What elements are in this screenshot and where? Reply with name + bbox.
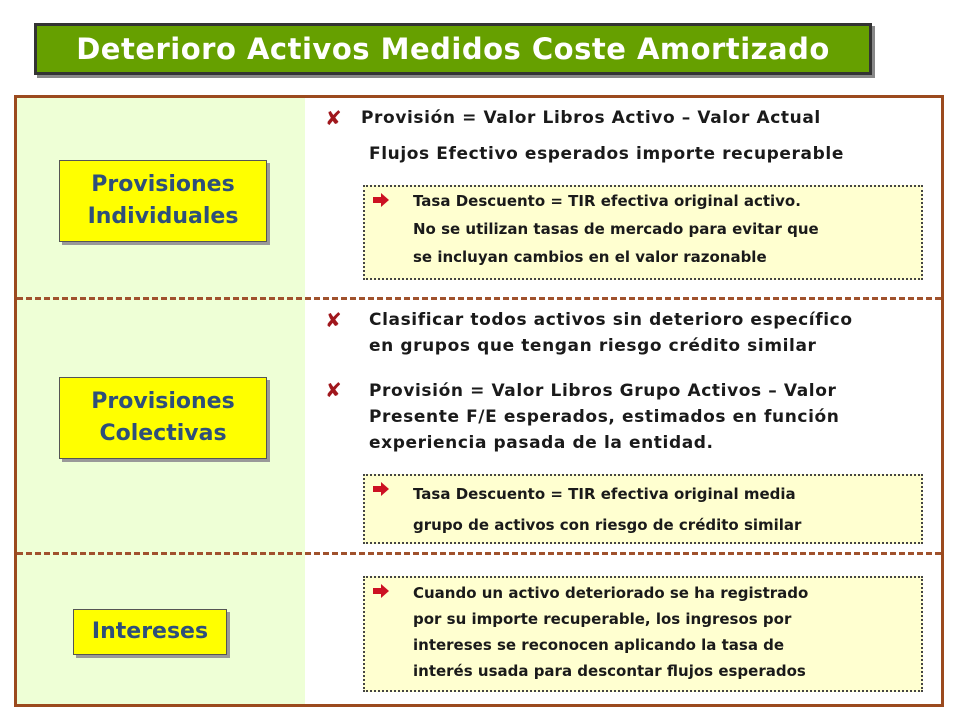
note-text bbox=[413, 580, 808, 684]
note-line: se incluyan cambios en el valor razonable bbox=[413, 248, 767, 266]
x-mark-icon: ✘ bbox=[325, 106, 342, 130]
label-line: Intereses bbox=[91, 619, 209, 644]
note-line: por su importe recuperable, los ingresos por bbox=[413, 610, 792, 628]
bullet-text bbox=[369, 378, 840, 456]
text-line: Presente F/E esperados, estimados en función bbox=[369, 407, 840, 427]
note-line: grupo de activos con riesgo de crédito similar bbox=[413, 516, 802, 534]
label-line: Provisiones bbox=[91, 389, 235, 414]
note-text bbox=[413, 187, 819, 271]
text-line: Flujos Efectivo esperados importe recuperable bbox=[369, 144, 844, 164]
note-line: Tasa Descuento = TIR efectiva original activo. bbox=[413, 192, 801, 210]
note-line: interés usada para descontar flujos esperados bbox=[413, 662, 806, 680]
note-box bbox=[363, 185, 923, 280]
note-line: Tasa Descuento = TIR efectiva original media bbox=[413, 485, 796, 503]
page-title: Deterioro Activos Medidos Coste Amortizado bbox=[76, 32, 830, 66]
right-arrow-icon bbox=[373, 584, 389, 598]
label-line: Colectivas bbox=[99, 421, 227, 446]
label-provisiones-individuales bbox=[59, 160, 267, 242]
note-box bbox=[363, 474, 923, 544]
x-mark-icon: ✘ bbox=[325, 308, 342, 332]
right-arrow-icon bbox=[373, 193, 389, 207]
note-box bbox=[363, 576, 923, 692]
note-text bbox=[413, 479, 801, 541]
note-line: No se utilizan tasas de mercado para evitar que bbox=[413, 220, 819, 238]
title-banner bbox=[34, 23, 872, 75]
bullet-text bbox=[361, 105, 844, 167]
text-line: Provisión = Valor Libros Activo – Valor Actual bbox=[361, 108, 821, 128]
right-arrow-icon bbox=[373, 482, 389, 496]
label-intereses bbox=[73, 609, 227, 655]
x-mark-icon: ✘ bbox=[325, 378, 342, 402]
section-divider-1 bbox=[17, 297, 941, 300]
text-line: en grupos que tengan riesgo crédito similar bbox=[369, 336, 817, 356]
label-provisiones-colectivas bbox=[59, 377, 267, 459]
text-line: Provisión = Valor Libros Grupo Activos – Valor bbox=[369, 381, 837, 401]
text-line: Clasificar todos activos sin deterioro específico bbox=[369, 310, 853, 330]
note-line: Cuando un activo deteriorado se ha registrado bbox=[413, 584, 809, 602]
section-divider-2 bbox=[17, 552, 941, 555]
text-line: experiencia pasada de la entidad. bbox=[369, 433, 714, 453]
label-line: Individuales bbox=[87, 204, 239, 229]
bullet-text bbox=[369, 307, 853, 359]
content-frame bbox=[14, 95, 944, 707]
note-line: intereses se reconocen aplicando la tasa de bbox=[413, 636, 785, 654]
label-line: Provisiones bbox=[91, 172, 235, 197]
